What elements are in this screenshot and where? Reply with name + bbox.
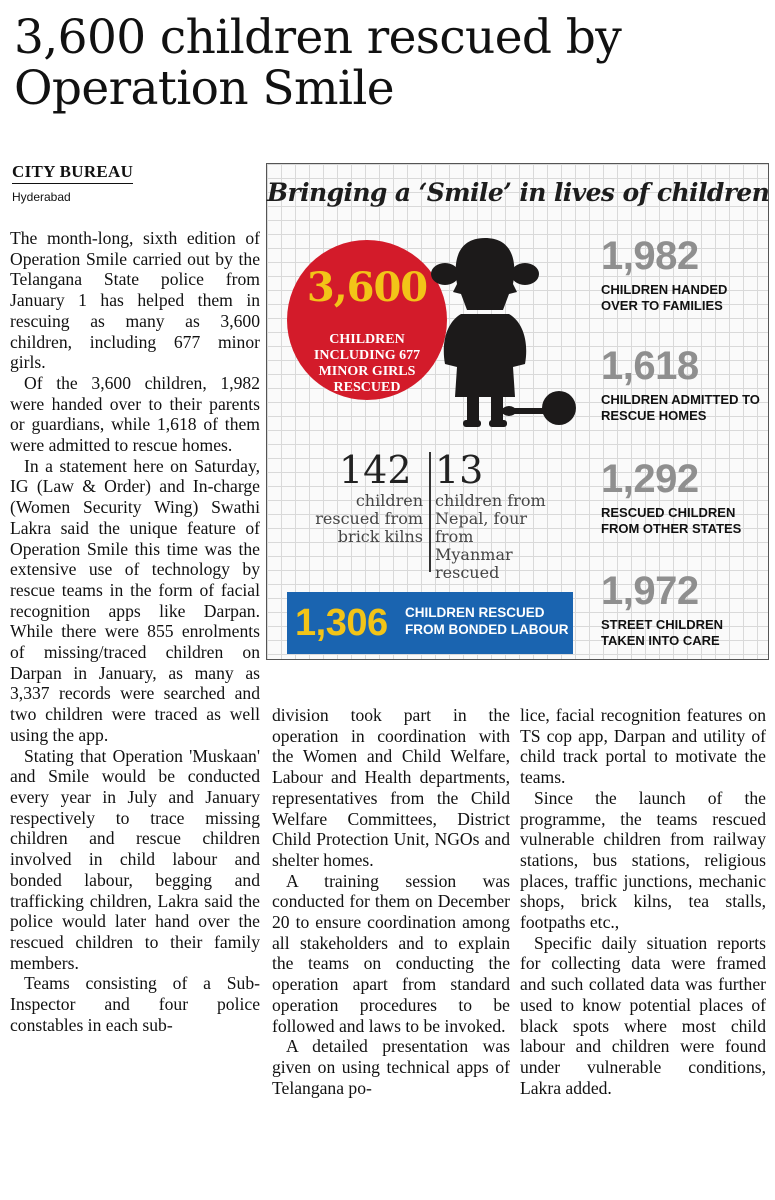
headline-line-1: 3,600 children rescued by (14, 10, 622, 65)
paragraph: lice, facial recognition features on TS cop app, Darpan and utility of child track portal to motivate the teams. (520, 705, 766, 788)
stat-handed-over (601, 234, 766, 314)
stat-number: 1,982 (601, 234, 699, 278)
paragraph: division took part in the operation in coordination with the Women and Child Welfare, Labour and Health departments, representatives from the Child Welfare Committees, District Child Protection Unit, NGOs and shelter homes. (272, 705, 510, 870)
stat-other-states (601, 457, 766, 537)
paragraph: Since the launch of the programme, the teams rescued vulnerable children from railway stations, bus stations, religious places, traffic junctions, mechanic shops, brick kilns, tea stalls, footpaths etc., (520, 787, 766, 933)
stat-number: 1,292 (601, 457, 699, 501)
paragraph: In a statement here on Saturday, IG (Law & Order) and In-charge (Women Security Wing) Swathi Lakra said the unique feature of Operation Smile this time was the extensive use of technology by rescue teams in the form of facial recognition apps like Darpan. While there were 855 enrolments of missing/traced children on Darpan in January, as many as 3,337 records were searched and two children were traced as well using the app. (10, 455, 260, 745)
paragraph: A detailed presentation was given on using technical apps of Telangana po- (272, 1036, 510, 1098)
article-column-2 (272, 705, 510, 1098)
total-rescued-number: 3,600 (306, 264, 428, 311)
byline: CITY BUREAU (12, 162, 133, 184)
stat-street-children (601, 569, 766, 649)
stat-number: 1,618 (601, 344, 699, 388)
divider (429, 452, 431, 572)
infographic-title: Bringing a ‘Smile’ in lives of children (267, 178, 770, 207)
headline-line-2: Operation Smile (14, 61, 394, 116)
stat-label: CHILDREN HANDED OVER TO FAMILIES (601, 282, 728, 313)
brick-kilns-number: 142 (339, 448, 412, 492)
paragraph: A training session was conducted for them on December 20 to ensure coordination among all stakeholders and to explain the teams on conducting the operation apart from standard operation procedures to be followed and laws to be invoked. (272, 870, 510, 1036)
paragraph: Teams consisting of a Sub-Inspector and four police constables in each sub- (10, 973, 260, 1035)
nepal-number: 13 (435, 448, 484, 492)
paragraph: Specific daily situation reports for collecting data were framed and such collated data was further used to know potential places of black spots where most child labour and children were found under vulnerable conditions, Lakra added. (520, 932, 766, 1098)
paragraph: The month-long, sixth edition of Operation Smile carried out by the Telangana State police from January 1 has helped them in rescuing as many as 3,600 children, including 677 minor girls. (10, 228, 260, 373)
infographic (266, 163, 769, 660)
article-column-3 (520, 705, 766, 1098)
stat-number: 1,972 (601, 569, 699, 613)
stat-label: CHILDREN ADMITTED TO RESCUE HOMES (601, 392, 760, 423)
bonded-labour-label: CHILDREN RESCUED FROM BONDED LABOUR (405, 605, 569, 637)
total-rescued-label: CHILDREN INCLUDING 677 MINOR GIRLS RESCUED (313, 332, 421, 395)
paragraph: Of the 3,600 children, 1,982 were handed over to their parents or guardians, while 1,618 of them were admitted to rescue homes. (10, 372, 260, 456)
bonded-labour-box (287, 592, 573, 654)
stat-label: STREET CHILDREN TAKEN INTO CARE (601, 617, 724, 648)
dateline: Hyderabad (12, 190, 71, 204)
chained-child-icon (417, 232, 587, 437)
stat-rescue-homes (601, 344, 766, 424)
stat-label: RESCUED CHILDREN FROM OTHER STATES (601, 505, 742, 536)
nepal-label: children from Nepal, four from Myanmar rescued (435, 491, 546, 582)
article-column-1 (10, 228, 260, 1035)
paragraph: Stating that Operation 'Muskaan' and Smile would be conducted every year in July and January respectively to trace missing children and rescue children involved in child labour and bonded labour, begging and trafficking children, Lakra said the police would later hand over the rescued children to their family members. (10, 745, 260, 973)
bonded-labour-number: 1,306 (295, 602, 388, 644)
headline (14, 12, 764, 114)
brick-kilns-label: children rescued from brick kilns (315, 491, 423, 546)
